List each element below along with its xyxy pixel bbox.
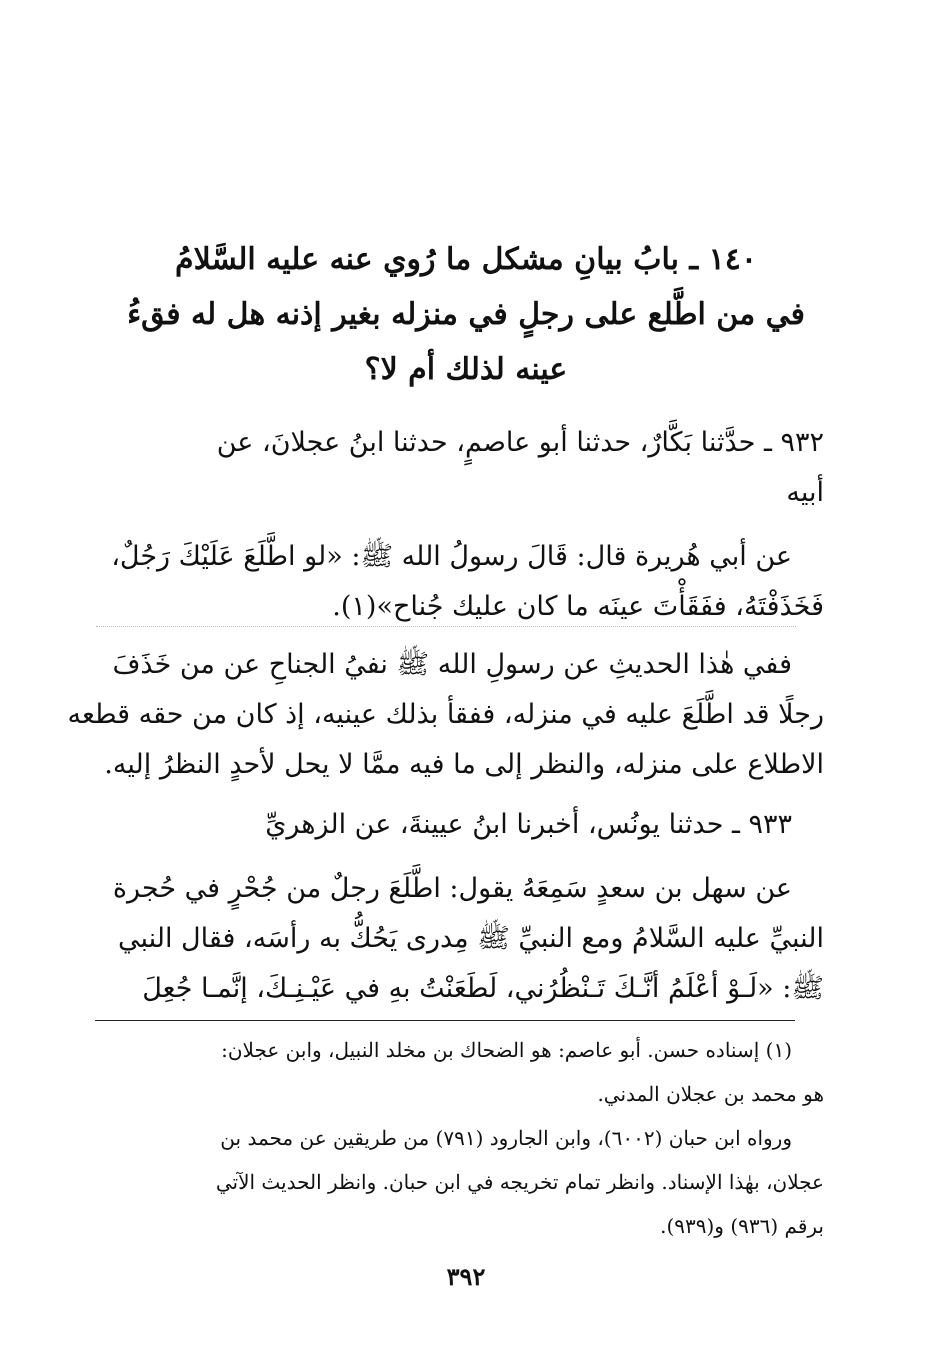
- hadith-932: [95, 418, 824, 632]
- commentary-line-2: رجلًا قد اطَّلَعَ عليه في منزله، ففقأ بذلك عينيه، إذ كان من حقه قطعه: [67, 699, 824, 730]
- commentary-paragraph: [67, 640, 824, 790]
- footnote-1-line-4: عجلان، بهٰذا الإسناد. وانظر تمام تخريجه في ابن حبان. وانظر الحديث الآتي: [215, 1170, 824, 1194]
- hadith-933: [95, 800, 824, 1014]
- dotted-separator: [96, 626, 796, 627]
- footnotes: [95, 1028, 824, 1248]
- footnote-divider: [95, 1020, 795, 1021]
- hadith-933-matn: عن سهل بن سعدٍ سَمِعَهُ يقول: اطَّلَعَ رجلٌ من جُحْرٍ في حُجرة: [112, 873, 792, 904]
- chapter-heading-line-1: ١٤٠ ـ بابُ بيانِ مشكل ما رُوي عنه عليه السَّلامُ: [175, 242, 757, 277]
- hadith-932-matn-continued: فَخَذَفْتَهُ، ففَقَأْتَ عينَه ما كان عليك جُناح»(١).: [332, 591, 824, 622]
- chapter-heading: [120, 232, 812, 397]
- hadith-932-isnad: ٩٣٢ ـ حدَّثنا بَكَّارٌ، حدثنا أبو عاصمٍ، حدثنا ابنُ عجلانَ، عن: [216, 427, 824, 458]
- commentary-line-1: ففي هٰذا الحديثِ عن رسولِ الله ﷺ نفيُ الجناحِ عن من خَذَفَ: [112, 649, 792, 680]
- hadith-933-matn-continued: النبيِّ عليه السَّلامُ ومع النبيِّ ﷺ مِدرى يَحُكُّ به رأسَه، فقال النبي: [117, 923, 824, 954]
- hadith-932-isnad-continued: أبيه: [786, 477, 824, 508]
- footnote-1-line-1: (١) إسناده حسن. أبو عاصم: هو الضحاك بن مخلد النبيل، وابن عجلان:: [221, 1038, 792, 1062]
- hadith-932-matn: عن أبي هُريرة قال: قَالَ رسولُ الله ﷺ: «لو اطَّلَعَ عَلَيْكَ رَجُلٌ،: [111, 541, 792, 572]
- footnote-1-line-3: ورواه ابن حبان (٦٠٠٢)، وابن الجارود (٧٩١) من طريقين عن محمد بن: [220, 1126, 792, 1150]
- hadith-933-isnad: ٩٣٣ ـ حدثنا يونُس، أخبرنا ابنُ عيينةَ، عن الزهريِّ: [265, 809, 792, 840]
- footnote-1-line-5: برقم (٩٣٦) و(٩٣٩).: [660, 1214, 824, 1238]
- footnote-1-line-2: هو محمد بن عجلان المدني.: [597, 1082, 824, 1106]
- hadith-933-matn-continued-2: ﷺ: «لَـوْ أعْلَمُ أنَّـكَ تَـنْظُرُني، لَطَعَنْتُ بهِ في عَيْـنِـكَ، إنَّمـا جُعِلَ: [142, 973, 824, 1004]
- page-number: ٣٩٢: [446, 1262, 486, 1291]
- commentary-line-3: الاطلاع على منزله، والنظر إلى ما فيه ممَّا لا يحل لأحدٍ النظرُ إليه.: [104, 749, 824, 780]
- chapter-heading-line-2: في من اطَّلع على رجلٍ في منزله بغير إذنه هل له فقءُ: [127, 297, 805, 332]
- chapter-heading-line-3: عينه لذلك أم لا؟: [364, 352, 568, 387]
